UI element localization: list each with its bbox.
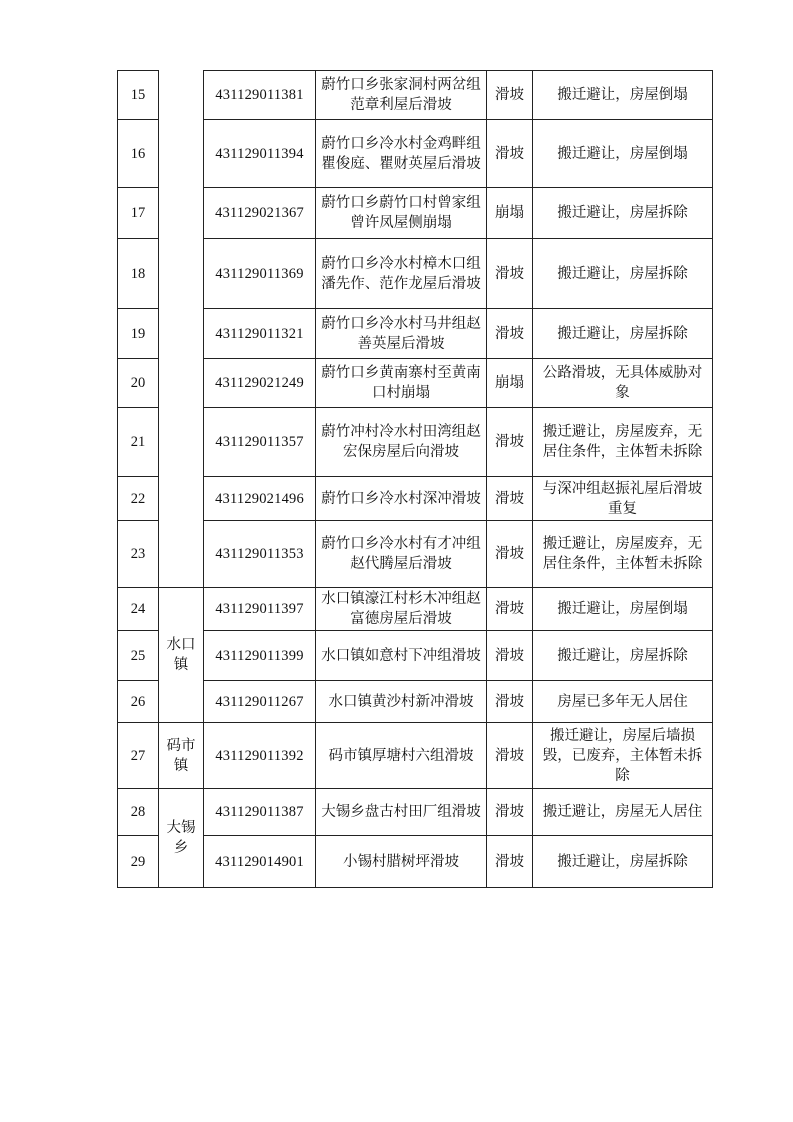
hazard-code: 431129011381 — [204, 71, 316, 120]
table-row — [118, 789, 713, 836]
hazard-location: 蔚竹冲村冷水村田湾组赵宏保房屋后向滑坡 — [316, 408, 487, 477]
hazard-location: 水口镇如意村下冲组滑坡 — [316, 631, 487, 681]
hazard-measure: 搬迁避让，房屋废弃，无居住条件，主体暂未拆除 — [533, 521, 713, 588]
row-number: 25 — [118, 631, 159, 681]
hazard-code: 431129011392 — [204, 723, 316, 789]
row-number: 15 — [118, 71, 159, 120]
town-name: 水口镇 — [159, 588, 204, 723]
hazard-code: 431129011321 — [204, 309, 316, 359]
row-number: 21 — [118, 408, 159, 477]
table-row — [118, 408, 713, 477]
row-number: 29 — [118, 836, 159, 888]
hazard-location: 蔚竹口乡冷水村马井组赵善英屋后滑坡 — [316, 309, 487, 359]
hazard-type: 崩塌 — [487, 188, 533, 239]
hazard-measure: 搬迁避让，房屋拆除 — [533, 309, 713, 359]
row-number: 28 — [118, 789, 159, 836]
row-number: 17 — [118, 188, 159, 239]
hazard-measure: 搬迁避让，房屋倒塌 — [533, 120, 713, 188]
hazard-type: 滑坡 — [487, 309, 533, 359]
table-row — [118, 521, 713, 588]
row-number: 23 — [118, 521, 159, 588]
hazard-measure: 搬迁避让，房屋废弃，无居住条件，主体暂未拆除 — [533, 408, 713, 477]
hazard-code: 431129014901 — [204, 836, 316, 888]
table-row — [118, 309, 713, 359]
hazard-location: 小锡村腊树坪滑坡 — [316, 836, 487, 888]
hazard-measure: 搬迁避让，房屋后墙损毁，已废弃，主体暂未拆除 — [533, 723, 713, 789]
hazard-code: 431129021249 — [204, 359, 316, 408]
hazard-code: 431129011267 — [204, 681, 316, 723]
row-number: 16 — [118, 120, 159, 188]
hazard-measure: 公路滑坡，无具体威胁对象 — [533, 359, 713, 408]
town-name: 大锡乡 — [159, 789, 204, 888]
hazard-location: 蔚竹口乡冷水村深冲滑坡 — [316, 477, 487, 521]
hazard-measure: 搬迁避让，房屋倒塌 — [533, 71, 713, 120]
table-row — [118, 631, 713, 681]
hazard-location: 水口镇黄沙村新冲滑坡 — [316, 681, 487, 723]
hazard-measure: 与深冲组赵振礼屋后滑坡重复 — [533, 477, 713, 521]
row-number: 22 — [118, 477, 159, 521]
hazard-code: 431129011397 — [204, 588, 316, 631]
hazard-code: 431129011399 — [204, 631, 316, 681]
hazard-location: 蔚竹口乡张家洞村两岔组范章利屋后滑坡 — [316, 71, 487, 120]
row-number: 20 — [118, 359, 159, 408]
hazard-type: 滑坡 — [487, 789, 533, 836]
hazard-type: 滑坡 — [487, 239, 533, 309]
town-cell-empty — [159, 71, 204, 588]
table-row — [118, 836, 713, 888]
hazard-code: 431129021367 — [204, 188, 316, 239]
row-number: 27 — [118, 723, 159, 789]
hazard-measure: 搬迁避让，房屋无人居住 — [533, 789, 713, 836]
hazard-location: 蔚竹口乡冷水村金鸡畔组瞿俊庭、瞿财英屋后滑坡 — [316, 120, 487, 188]
hazard-location: 蔚竹口乡冷水村有才冲组赵代腾屋后滑坡 — [316, 521, 487, 588]
hazard-measure: 搬迁避让，房屋拆除 — [533, 239, 713, 309]
hazard-measure: 搬迁避让，房屋拆除 — [533, 836, 713, 888]
hazard-location: 大锡乡盘古村田厂组滑坡 — [316, 789, 487, 836]
table-row — [118, 120, 713, 188]
hazard-location: 水口镇濠江村杉木冲组赵富德房屋后滑坡 — [316, 588, 487, 631]
hazard-measure: 搬迁避让，房屋倒塌 — [533, 588, 713, 631]
table-row — [118, 681, 713, 723]
table-row — [118, 188, 713, 239]
hazard-type: 滑坡 — [487, 723, 533, 789]
row-number: 18 — [118, 239, 159, 309]
table-row — [118, 239, 713, 309]
table-row — [118, 359, 713, 408]
hazard-table — [117, 70, 713, 888]
hazard-code: 431129011369 — [204, 239, 316, 309]
hazard-code: 431129011357 — [204, 408, 316, 477]
hazard-type: 滑坡 — [487, 408, 533, 477]
row-number: 24 — [118, 588, 159, 631]
town-name: 码市镇 — [159, 723, 204, 789]
hazard-type: 滑坡 — [487, 631, 533, 681]
hazard-code: 431129021496 — [204, 477, 316, 521]
hazard-location: 码市镇厚塘村六组滑坡 — [316, 723, 487, 789]
table-row — [118, 588, 713, 631]
hazard-measure: 搬迁避让，房屋拆除 — [533, 631, 713, 681]
hazard-location: 蔚竹口乡蔚竹口村曾家组曾许凤屋侧崩塌 — [316, 188, 487, 239]
table-row — [118, 477, 713, 521]
hazard-code: 431129011353 — [204, 521, 316, 588]
hazard-type: 滑坡 — [487, 71, 533, 120]
hazard-type: 崩塌 — [487, 359, 533, 408]
hazard-location: 蔚竹口乡冷水村樟木口组潘先作、范作龙屋后滑坡 — [316, 239, 487, 309]
hazard-type: 滑坡 — [487, 588, 533, 631]
hazard-measure: 搬迁避让，房屋拆除 — [533, 188, 713, 239]
row-number: 26 — [118, 681, 159, 723]
hazard-location: 蔚竹口乡黄南寨村至黄南口村崩塌 — [316, 359, 487, 408]
row-number: 19 — [118, 309, 159, 359]
table-row — [118, 723, 713, 789]
table-row — [118, 71, 713, 120]
hazard-type: 滑坡 — [487, 120, 533, 188]
hazard-type: 滑坡 — [487, 521, 533, 588]
hazard-measure: 房屋已多年无人居住 — [533, 681, 713, 723]
hazard-type: 滑坡 — [487, 836, 533, 888]
hazard-type: 滑坡 — [487, 681, 533, 723]
hazard-code: 431129011387 — [204, 789, 316, 836]
hazard-code: 431129011394 — [204, 120, 316, 188]
hazard-type: 滑坡 — [487, 477, 533, 521]
